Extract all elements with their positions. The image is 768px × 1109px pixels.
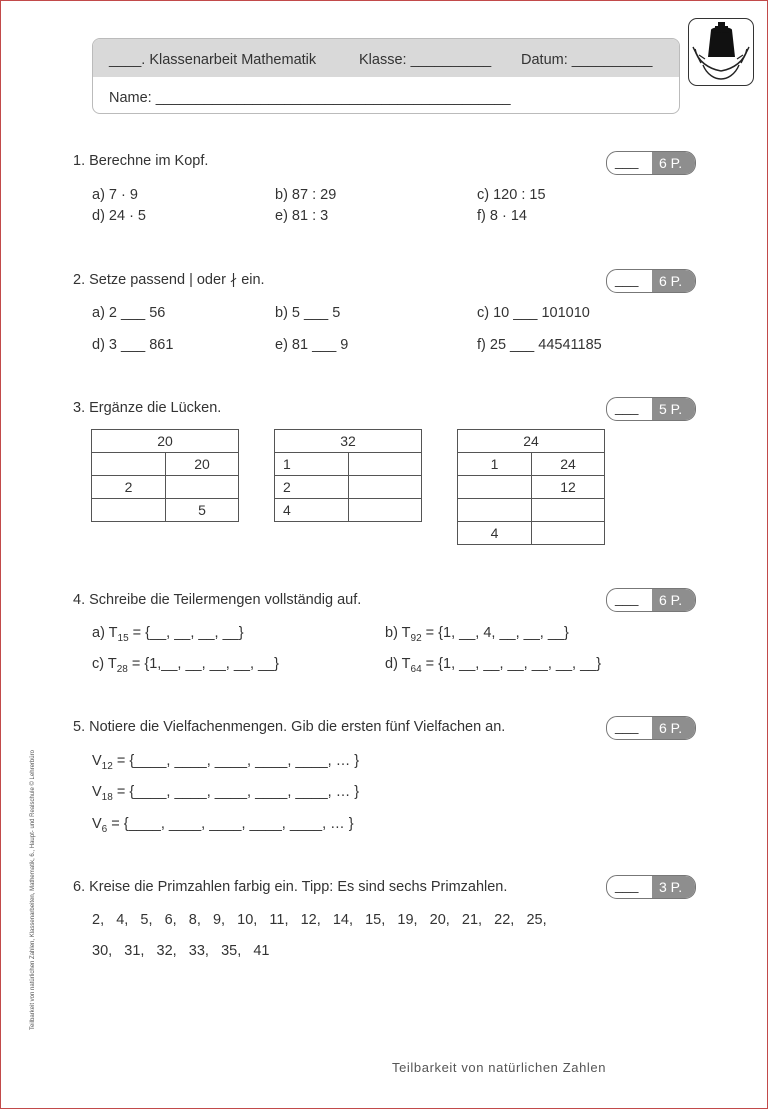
points-value: 6 P. — [652, 717, 695, 739]
task1-item-b: b) 87 : 29 — [275, 187, 337, 203]
task5-item-v6: $V_6$ = {____, ____, ____, ____, ____, … } — [92, 816, 354, 835]
table-cell[interactable] — [532, 499, 605, 522]
number-token[interactable]: 21, — [461, 912, 483, 928]
task4-points[interactable] — [606, 588, 696, 612]
divisor-table-32 — [274, 429, 422, 522]
task4-item-d: d) $T_{64} = \{1$, __, __, __, __, __, __} — [385, 656, 602, 675]
task5-item-v12: $V_{12}$ = {____, ____, ____, ____, ____, … } — [92, 753, 360, 772]
task1-item-e: e) 81 : 3 — [275, 208, 329, 224]
table-cell[interactable] — [349, 499, 422, 522]
points-blank: ___ — [615, 718, 639, 734]
task2-item-d: d) 3 ___ 861 — [92, 337, 174, 353]
number-token[interactable]: 33, — [188, 943, 209, 959]
task1-points[interactable] — [606, 151, 696, 175]
number-token[interactable]: 5, — [140, 912, 153, 928]
points-blank: ___ — [615, 271, 639, 287]
number-token[interactable]: 19, — [397, 912, 418, 928]
number-token[interactable]: 41 — [253, 943, 270, 959]
task2-item-f: f) 25 ___ 44541185 — [477, 337, 602, 353]
points-blank: ___ — [615, 399, 639, 415]
points-blank: ___ — [615, 877, 639, 893]
footer-title: Teilbarkeit von natürlichen Zahlen — [392, 1060, 607, 1075]
task2-item-e: e) 81 ___ 9 — [275, 337, 349, 353]
task3-title: 3. Ergänze die Lücken. — [73, 400, 222, 416]
number-token[interactable]: 2, — [92, 912, 105, 928]
table-cell[interactable]: 4 — [275, 499, 349, 522]
table-cell[interactable] — [92, 499, 166, 522]
side-copyright: Teilbarkeit von natürlichen Zahlen, Klassenarbeiten, Mathematik, 6., Haupt- und Realschule © Lehrerbüro — [30, 750, 36, 1030]
table-cell[interactable] — [532, 522, 605, 545]
number-token[interactable]: 32, — [156, 943, 177, 959]
number-token[interactable]: 10, — [237, 912, 258, 928]
task2-item-a: a) 2 ___ 56 — [92, 305, 166, 321]
task1-item-a: a) 7 · 9 — [92, 187, 138, 203]
weight-on-hands-icon — [688, 18, 754, 86]
number-token[interactable]: 9, — [212, 912, 226, 928]
task6-numbers-line2 — [92, 943, 269, 959]
table-cell[interactable]: 2 — [275, 476, 349, 499]
header-klasse[interactable]: Klasse: __________ — [359, 52, 492, 68]
points-blank: ___ — [615, 590, 639, 606]
points-value: 5 P. — [652, 398, 695, 420]
task2-item-b: b) 5 ___ 5 — [275, 305, 341, 321]
table-cell[interactable]: 1 — [458, 453, 532, 476]
number-token[interactable]: 8, — [188, 912, 201, 928]
number-token[interactable]: 30, — [92, 943, 113, 959]
number-token[interactable]: 22, — [494, 912, 515, 928]
number-token[interactable]: 25, — [526, 912, 547, 928]
table-header: 24 — [458, 430, 605, 453]
number-token[interactable]: 20, — [429, 912, 450, 928]
table-header: 32 — [275, 430, 422, 453]
task1-item-d: d) 24 · 5 — [92, 208, 146, 224]
task6-points[interactable] — [606, 875, 696, 899]
header-top-band — [93, 39, 679, 77]
task6-title: 6. Kreise die Primzahlen farbig ein. Tipp: Es sind sechs Primzahlen. — [73, 879, 508, 895]
points-value: 6 P. — [652, 270, 695, 292]
number-token[interactable]: 11, — [269, 912, 289, 928]
table-cell[interactable]: 5 — [166, 499, 239, 522]
table-header: 20 — [92, 430, 239, 453]
table-cell[interactable] — [349, 453, 422, 476]
number-token[interactable]: 4, — [116, 912, 129, 928]
task4-title: 4. Schreibe die Teilermengen vollständig auf. — [73, 592, 362, 608]
table-cell[interactable]: 2 — [92, 476, 166, 499]
number-token[interactable]: 6, — [164, 912, 177, 928]
table-cell[interactable]: 24 — [532, 453, 605, 476]
divisor-table-24 — [457, 429, 605, 545]
points-blank: ___ — [615, 153, 639, 169]
header-box — [92, 38, 680, 114]
task1-title: 1. Berechne im Kopf. — [73, 153, 209, 169]
task4-item-a: a) $T_{15}$ = {__, __, __, __} — [92, 625, 244, 644]
number-token[interactable]: 15, — [365, 912, 386, 928]
table-cell[interactable]: 1 — [275, 453, 349, 476]
task1-item-c: c) 120 : 15 — [477, 187, 546, 203]
points-value: 6 P. — [652, 152, 695, 174]
header-datum[interactable]: Datum: __________ — [521, 52, 653, 68]
table-cell[interactable] — [166, 476, 239, 499]
table-cell[interactable]: 4 — [458, 522, 532, 545]
task4-item-c: c) $T_{28}$ = {1,__, __, __, __, __} — [92, 656, 280, 675]
header-name[interactable]: Name: ____________________________________________ — [109, 90, 511, 106]
task1-item-f: f) 8 · 14 — [477, 208, 527, 224]
table-cell[interactable] — [458, 499, 532, 522]
task2-points[interactable] — [606, 269, 696, 293]
table-cell[interactable] — [349, 476, 422, 499]
table-cell[interactable]: 20 — [166, 453, 239, 476]
number-token[interactable]: 12, — [300, 912, 321, 928]
task5-title: 5. Notiere die Vielfachenmengen. Gib die ersten fünf Vielfachen an. — [73, 719, 506, 735]
task5-points[interactable] — [606, 716, 696, 740]
table-cell[interactable]: 12 — [532, 476, 605, 499]
task4-item-b: b) $T_{92} = \{1$, __, 4, __, __, __} — [385, 625, 569, 644]
number-token[interactable]: 14, — [332, 912, 354, 928]
task2-title: 2. Setze passend | oder ∤ ein. — [73, 272, 265, 288]
points-value: 3 P. — [652, 876, 695, 898]
number-token[interactable]: 35, — [221, 943, 242, 959]
task3-points[interactable] — [606, 397, 696, 421]
task6-numbers-line1 — [92, 912, 547, 928]
task5-item-v18: $V_{18}$ = {____, ____, ____, ____, ____, … } — [92, 784, 360, 803]
task2-item-c: c) 10 ___ 101010 — [477, 305, 590, 321]
number-token[interactable]: 31, — [124, 943, 145, 959]
table-cell[interactable] — [92, 453, 166, 476]
header-title: ____. Klassenarbeit Mathematik — [109, 52, 317, 68]
divisor-table-20 — [91, 429, 239, 522]
points-value: 6 P. — [652, 589, 695, 611]
table-cell[interactable] — [458, 476, 532, 499]
